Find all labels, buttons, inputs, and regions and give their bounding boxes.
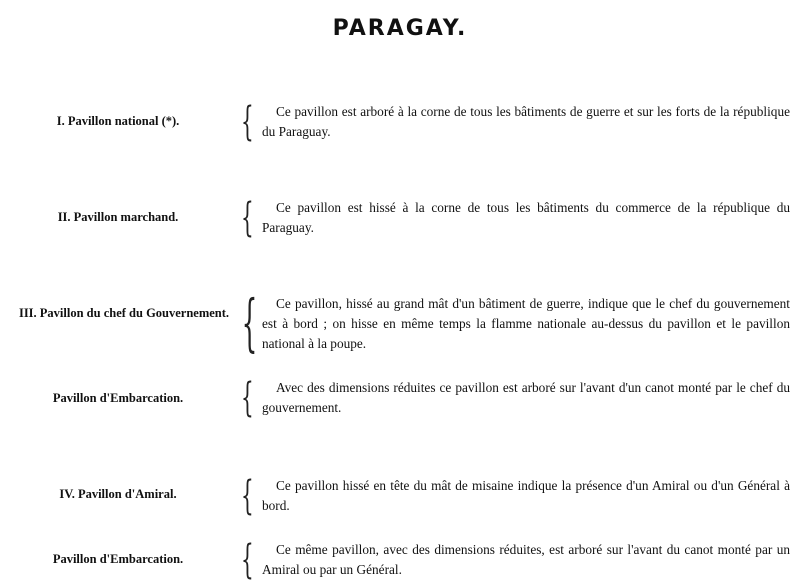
brace-divider: { (241, 537, 254, 583)
flag-description: Avec des dimensions réduites ce pavillon est arboré sur l'avant d'un canot monté par le chef du gouvernement. (262, 380, 790, 415)
brace-divider: { (241, 473, 254, 519)
flag-description: Ce pavillon est hissé à la corne de tous les bâtiments du commerce de la république du Paraguay. (262, 200, 790, 235)
brace-divider: { (241, 375, 254, 421)
flag-description: Ce pavillon est arboré à la corne de tous les bâtiments de guerre et sur les forts de la république du Paraguay. (262, 104, 790, 139)
flag-label: III. Pavillon du chef du Gouvernement. (18, 306, 230, 320)
flag-description: Ce pavillon hissé en tête du mât de misaine indique la présence d'un Amiral ou d'un Général à bord. (262, 478, 790, 513)
flag-description: Ce même pavillon, avec des dimensions réduites, est arboré sur l'avant du canot monté par un Amiral ou par un Général. (262, 542, 790, 577)
page-title: PARAGAY. (332, 16, 468, 41)
flag-label: IV. Pavillon d'Amiral. (59, 487, 177, 501)
flag-label: I. Pavillon national (*). (56, 114, 180, 128)
flag-label: Pavillon d'Embarcation. (52, 391, 184, 405)
flag-label: Pavillon d'Embarcation. (52, 552, 184, 566)
brace-divider: { (241, 195, 254, 241)
flag-label: II. Pavillon marchand. (57, 210, 179, 224)
brace-divider: { (241, 99, 254, 145)
brace-divider: { (241, 286, 258, 359)
flag-description: Ce pavillon, hissé au grand mât d'un bâtiment de guerre, indique que le chef du gouvernement est à bord ; on hisse en même temps la flamme nationale au-dessus du pavillon et le pavillon national à la poupe. (262, 296, 790, 351)
